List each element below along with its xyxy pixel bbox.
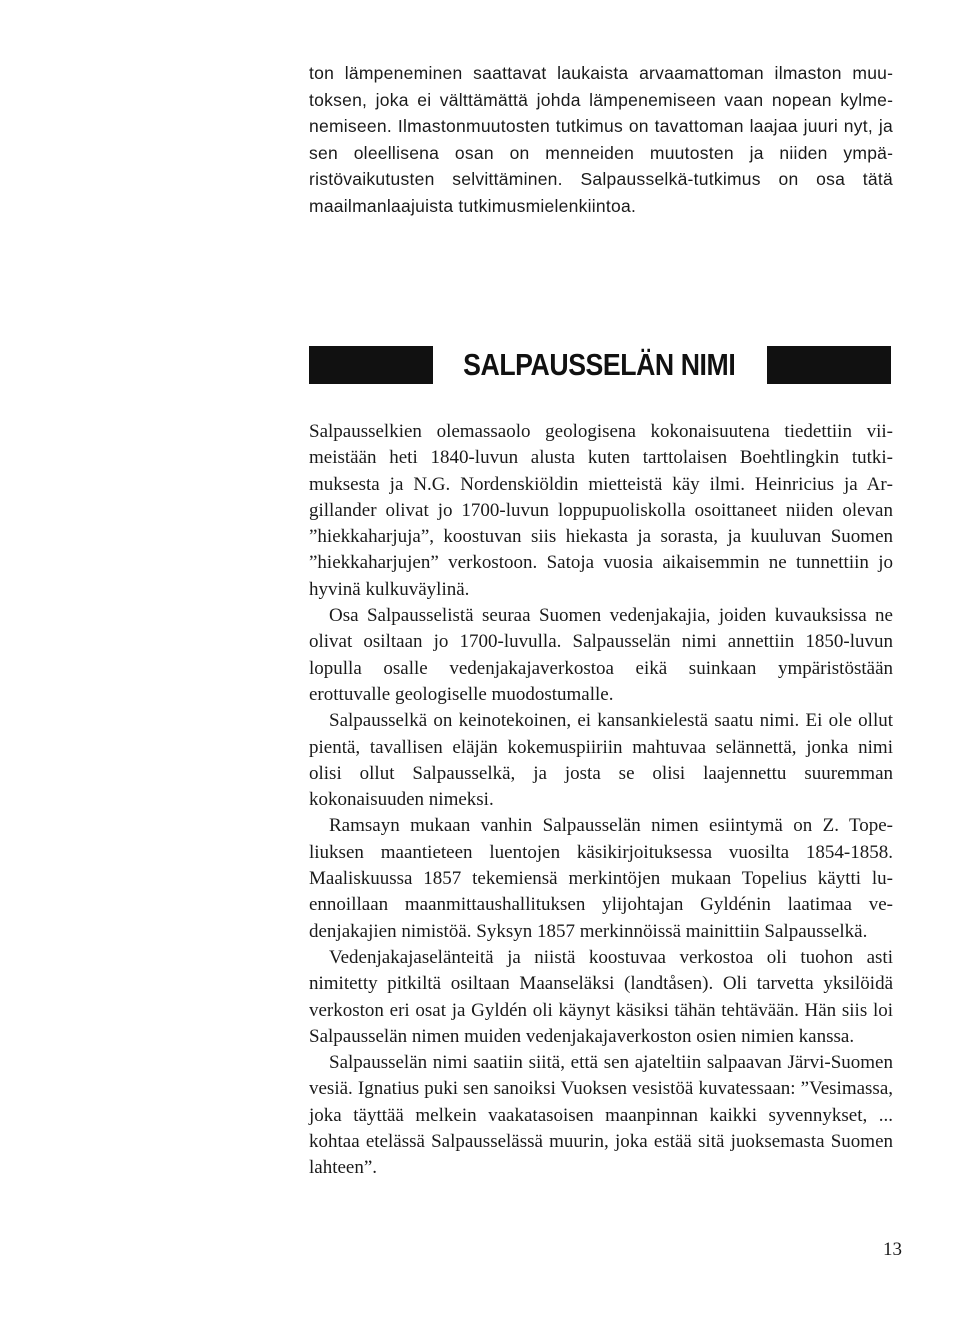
- body-paragraph: Salpausselkien olemassaolo geologisena kokonaisuutena tiedettiin viimeistään heti 1840-luvun alusta kuten tarttolaisen Boehtlingkin tutkimuksesta ja N.G. Nordenskiöldin mietteistä käy ilmi. Heinricius ja Argillander olivat jo 1700-luvun loppupuoliskolla osoittaneet niiden olevan ”hiekkaharjuja”, koostuvan siis hiekasta ja sorasta, ja kuuluvan Suomen ”hiekkaharjujen” verkostoon. Satoja vuosia aikaisemmin ne tunnettiin jo hyvinä kulkuväylinä.: [309, 421, 893, 600]
- section-body: [309, 419, 893, 1182]
- body-paragraph: Osa Salpausselistä seuraa Suomen vedenjakajia, joiden kuvauksissa ne olivat osiltaan jo 1700-luvulla. Salpausselän nimi annettiin 1850-luvun lopulla osalle vedenjakajaverkostoa eikä suinkaan ympäristöstään erottuvalle geologiselle muodostumalle.: [309, 605, 893, 705]
- section-heading: SALPAUSSELÄN NIMI: [462, 347, 736, 382]
- body-paragraph: Salpausselkä on keinotekoinen, ei kansankielestä saatu nimi. Ei ole ollut pientä, tavallisen eläjän kokemuspiiriin mahtuvaa selännettä, jonka nimi olisi ollut Salpausselkä, ja josta se olisi laajennettu suuremman kokonaisuuden nimeksi.: [309, 710, 893, 811]
- intro-paragraph: ton lämpeneminen saattavat laukaista arvaamattoman ilmaston muutoksen, joka ei välttämättä johda lämpenemiseen vaan nopean kylmenemiseen. Ilmastonmuutosten tutkimus on tavattoman laajaa juuri nyt, ja sen oleellisena osan on menneiden muutosten ja niiden ympäristövaikutusten selvittäminen. Salpausselkä-tutkimus on osa tätä maailmanlaajuista tutkimusmielenkiintoa.: [309, 63, 893, 216]
- body-paragraph: Ramsayn mukaan vanhin Salpausselän nimen esiintymä on Z. Topeliuksen maantieteen luentojen käsikirjoituksessa vuosilta 1854-1858. Maaliskuussa 1857 tekemiensä merkintöjen mukaan Topelius käytti luennoillaan maanmittaushallituksen ylijohtajan Gyldénin laatimaa vedenjakajien nimistöä. Syksyn 1857 merkinnöissä mainittiin Salpausselkä.: [309, 815, 893, 942]
- heading-bar-right: [767, 346, 891, 384]
- section-heading-bar: [309, 346, 891, 384]
- body-paragraph: Salpausselän nimi saatiin siitä, että sen ajateltiin salpaavan Järvi-Suomen vesiä. Ignatius puki sen sanoiksi Vuoksen vesistöä kuvatessaan: ”Vesimassa, joka täyttää melkein vaakatasoisen maanpinnan kaikki syvennykset, ... kohtaa etelässä Salpausselässä muurin, joka estää sitä juoksemasta Suomen lahteen”.: [309, 1052, 893, 1179]
- body-paragraph: Vedenjakajaselänteitä ja niistä koostuvaa verkostoa oli tuohon asti nimitetty pitkiltä osiltaan Maanseläksi (landtåsen). Oli tarvetta yksilöidä verkoston eri osat ja Gyldén oli käynyt käsiksi tähän tehtävään. Hän siis loi Salpausselän nimen muiden vedenjakajaverkoston osien nimien kanssa.: [309, 946, 893, 1047]
- page-number: 13: [883, 1239, 902, 1260]
- heading-bar-left: [309, 346, 433, 384]
